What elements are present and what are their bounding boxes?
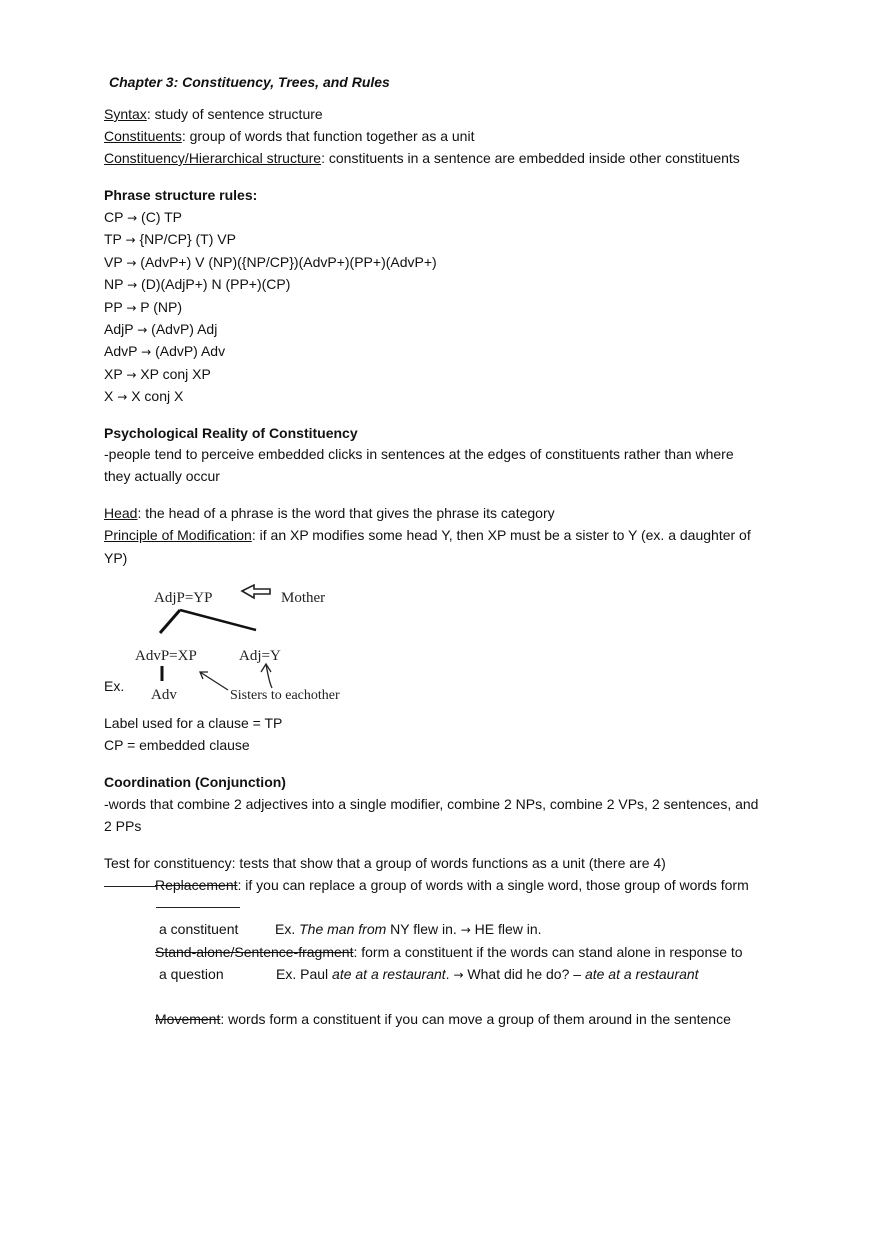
arrow-right-icon: → — [126, 256, 137, 270]
psr-rule — [104, 253, 437, 272]
tab-rule — [104, 886, 156, 887]
test-movement — [155, 1010, 731, 1028]
psr-rule-lhs: X — [104, 388, 114, 404]
head-term: Head — [104, 505, 138, 521]
arrow-right-icon: → — [125, 233, 136, 247]
head-definition — [104, 504, 555, 522]
arrow-right-icon: → — [127, 211, 138, 225]
psr-rule-rhs: (C) TP — [141, 209, 183, 225]
psr-rule-rhs: (D)(AdjP+) N (PP+)(CP) — [141, 276, 291, 292]
standalone-ex-rest: . — [445, 966, 454, 982]
psr-rule-lhs: TP — [104, 231, 122, 247]
coord-heading: Coordination (Conjunction) — [104, 774, 286, 790]
arrow-right-icon: → — [117, 390, 128, 404]
psr-rule-lhs: NP — [104, 276, 124, 292]
head-def: : the head of a phrase is the word that gives the phrase its category — [137, 505, 555, 521]
hierarchical-term: Constituency/Hierarchical structure — [104, 150, 322, 166]
tree-diagram — [128, 580, 368, 706]
arrow-right-icon: → — [127, 278, 138, 292]
coord-line-1: -words that combine 2 adjectives into a single modifier, combine 2 NPs, combine 2 VPs, 2 sentences, and — [104, 796, 759, 812]
psr-rule-rhs: {NP/CP} (T) VP — [139, 231, 236, 247]
psr-rule-rhs: (AdvP+) V (NP)({NP/CP})(AdvP+)(PP+)(AdvP+) — [140, 254, 437, 270]
modification-def: : if an XP modifies some head Y, then XP must be a sister to Y (ex. a daughter of — [251, 527, 751, 543]
psych-heading: Psychological Reality of Constituency — [104, 425, 358, 441]
standalone-term: Stand-alone/Sentence-fragment — [155, 944, 354, 960]
modification-term: Principle of Modification — [104, 527, 252, 543]
standalone-cont: a question — [159, 966, 224, 982]
psr-rule-rhs: (AdvP) Adj — [151, 321, 218, 337]
replacement-example — [275, 920, 542, 939]
arrowhead-up-icon — [261, 664, 271, 672]
psr-rule-lhs: AdjP — [104, 321, 134, 337]
replacement-term: Replacement — [155, 877, 238, 893]
tree-ex-label: Ex. — [104, 678, 125, 694]
psr-rule — [104, 342, 225, 361]
psr-rule — [104, 275, 290, 294]
test-replacement — [155, 876, 749, 894]
arrow-right-icon: → — [141, 345, 152, 359]
arrow-right-icon: → — [453, 968, 464, 982]
psr-rule — [104, 208, 182, 227]
syntax-def: : study of sentence structure — [146, 106, 323, 122]
constituents-def: : group of words that function together as a unit — [181, 128, 475, 144]
psr-rule-rhs: X conj X — [131, 388, 184, 404]
standalone-ex-italic: ate at a restaurant — [332, 966, 446, 982]
replacement-def: : if you can replace a group of words with a single word, those group of words form — [237, 877, 749, 893]
arrow-right-icon: → — [460, 923, 471, 937]
psych-line-2: they actually occur — [104, 468, 220, 484]
hierarchical-def: : constituents in a sentence are embedded inside other constituents — [321, 150, 740, 166]
movement-def: : words form a constituent if you can move a group of them around in the sentence — [220, 1011, 731, 1027]
psr-rule-rhs: (AdvP) Adv — [155, 343, 226, 359]
psr-rule-rhs: P (NP) — [140, 299, 183, 315]
syntax-term: Syntax — [104, 106, 147, 122]
constituents-definition — [104, 127, 474, 145]
test-standalone — [155, 943, 743, 961]
replacement-ex-result: HE flew in. — [470, 921, 542, 937]
chapter-title: Chapter 3: Constituency, Trees, and Rules — [109, 74, 390, 90]
psr-rule-lhs: PP — [104, 299, 123, 315]
replacement-ex-italic: The man from — [299, 921, 387, 937]
syntax-definition — [104, 105, 323, 123]
tree-sisters-label: Sisters to eachother — [230, 688, 340, 703]
tab-rule — [156, 907, 240, 908]
tree-branch-right — [180, 610, 256, 630]
arrow-left-icon — [242, 585, 270, 598]
psr-heading: Phrase structure rules: — [104, 187, 258, 203]
arrow-right-icon: → — [126, 301, 137, 315]
psr-rule-rhs: XP conj XP — [140, 366, 211, 382]
psr-rule — [104, 230, 236, 249]
arrow-right-icon: → — [126, 368, 137, 382]
replacement-ex-prefix: Ex. — [275, 921, 300, 937]
modification-definition — [104, 526, 751, 544]
sisters-arrow-left — [200, 672, 228, 690]
replacement-cont: a constituent — [159, 921, 239, 937]
tree-right-node: Adj=Y — [239, 648, 281, 664]
psr-rule-lhs: XP — [104, 366, 123, 382]
constituents-term: Constituents — [104, 128, 182, 144]
arrow-right-icon: → — [137, 323, 148, 337]
psr-rule — [104, 387, 183, 406]
psych-line-1: -people tend to perceive embedded clicks in sentences at the edges of constituents rather than where — [104, 446, 734, 462]
tree-leaf-node: Adv — [151, 687, 177, 703]
tests-intro: Test for constituency: tests that show that a group of words functions as a unit (there are 4) — [104, 855, 666, 871]
psr-rule — [104, 298, 182, 317]
tree-left-node: AdvP=XP — [135, 648, 197, 664]
psr-rule-lhs: AdvP — [104, 343, 138, 359]
coord-line-2: 2 PPs — [104, 818, 142, 834]
standalone-ex-answer: ate at a restaurant — [584, 966, 699, 982]
clause-line-1: Label used for a clause = TP — [104, 715, 283, 731]
standalone-def: : form a constituent if the words can stand alone in response to — [353, 944, 743, 960]
standalone-ex-prefix: Ex. Paul — [276, 966, 333, 982]
standalone-ex-question: What did he do? – — [463, 966, 585, 982]
psr-rule-lhs: CP — [104, 209, 124, 225]
tree-mother-label: Mother — [281, 590, 326, 606]
psr-rule — [104, 365, 211, 384]
modification-cont: YP) — [104, 550, 128, 566]
replacement-ex-rest: NY flew in. — [386, 921, 461, 937]
standalone-example — [276, 965, 699, 984]
movement-term: Movement — [155, 1011, 221, 1027]
psr-rule-lhs: VP — [104, 254, 123, 270]
psr-rule — [104, 320, 217, 339]
clause-line-2: CP = embedded clause — [104, 737, 250, 753]
tree-mother-node: AdjP=YP — [154, 590, 213, 606]
tree-branch-left — [160, 610, 180, 633]
hierarchical-definition — [104, 149, 740, 167]
